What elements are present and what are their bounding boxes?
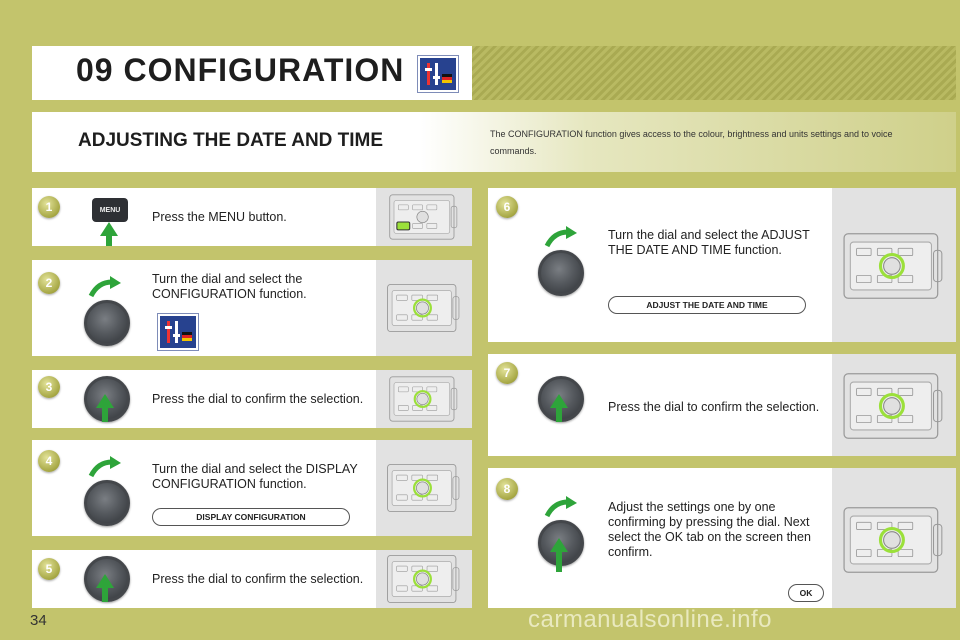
step-7-text: Press the dial to confirm the selection. [608, 400, 820, 414]
chapter-title: 09 CONFIGURATION [76, 52, 405, 88]
turn-arrow-icon [88, 456, 122, 478]
radio-panel-icon [386, 192, 462, 242]
display-configuration-pill: DISPLAY CONFIGURATION [152, 508, 350, 526]
step-4-text: Turn the dial and select the DISPLAY CONFIGURATION function. [152, 462, 358, 491]
step-badge: 2 [38, 272, 60, 294]
turn-arrow-icon [88, 276, 122, 298]
header-stripe-band [472, 46, 956, 100]
step-badge: 7 [496, 362, 518, 384]
dial-icon [84, 480, 130, 526]
step-badge: 8 [496, 478, 518, 500]
radio-panel-icon [386, 446, 462, 530]
radio-panel-icon [386, 374, 462, 424]
radio-panel-icon [842, 500, 946, 580]
dial-icon [84, 300, 130, 346]
step-6-text: Turn the dial and select the ADJUST THE DATE AND TIME function. [608, 228, 810, 257]
radio-panel-icon [386, 266, 462, 350]
step-badge: 4 [38, 450, 60, 472]
press-arrow-icon [106, 222, 118, 246]
step-badge: 1 [38, 196, 60, 218]
step-3-text: Press the dial to confirm the selection. [152, 392, 364, 406]
configuration-icon [418, 56, 458, 92]
dial-icon [538, 250, 584, 296]
radio-panel-icon [842, 226, 946, 306]
step-8-text: Adjust the settings one by one confirming by pressing the dial. Next select the OK tab on the screen then confirm. [608, 500, 811, 559]
press-arrow-icon [550, 394, 568, 422]
intro-text: The CONFIGURATION function gives access to the colour, brightness and units settings and to voice commands. [490, 129, 893, 156]
step-5-text: Press the dial to confirm the selection. [152, 572, 364, 586]
step-badge: 5 [38, 558, 60, 580]
press-arrow-icon [96, 394, 114, 422]
watermark: carmanualsonline.info [528, 606, 772, 633]
step-2-text: Turn the dial and select the CONFIGURATION function. [152, 272, 307, 301]
section-title: ADJUSTING THE DATE AND TIME [78, 130, 384, 151]
turn-arrow-icon [544, 226, 578, 248]
adjust-date-time-pill: ADJUST THE DATE AND TIME [608, 296, 806, 314]
page-number: 34 [30, 612, 47, 629]
radio-panel-icon [842, 368, 946, 444]
configuration-icon [158, 314, 198, 350]
ok-pill: OK [788, 584, 824, 602]
step-badge: 3 [38, 376, 60, 398]
press-arrow-icon [96, 574, 114, 602]
step-badge: 6 [496, 196, 518, 218]
radio-panel-icon [386, 552, 462, 606]
press-arrow-icon [550, 538, 568, 572]
menu-button: MENU [92, 198, 128, 222]
turn-arrow-icon [544, 496, 578, 518]
step-1-text: Press the MENU button. [152, 210, 287, 224]
